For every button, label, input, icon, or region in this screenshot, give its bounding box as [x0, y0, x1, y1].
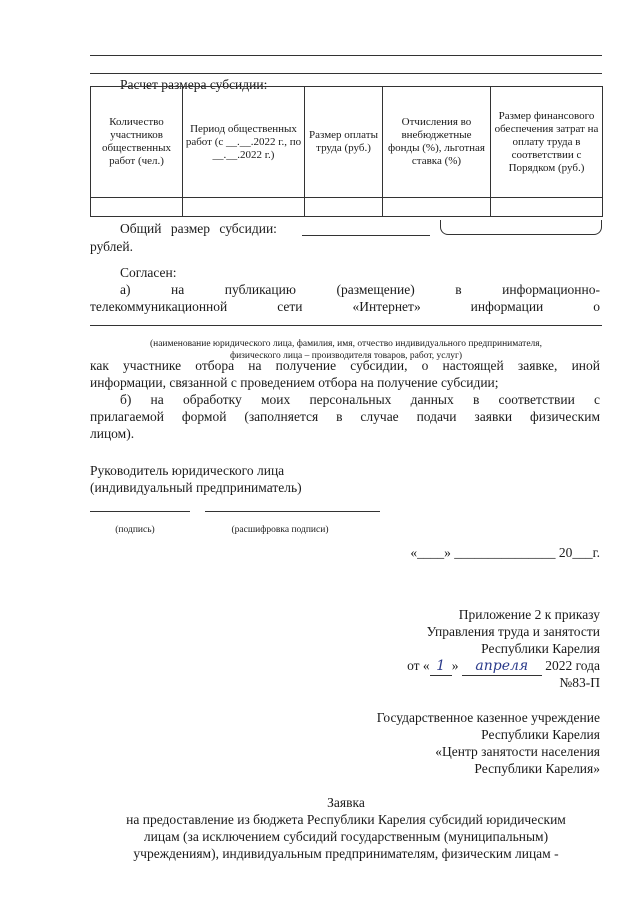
consent-b-line3: лицом).	[90, 426, 135, 441]
org-name-caption-1: (наименование юридического лица, фамилия, имя, отчество индивидуального предпринимателя,	[149, 338, 543, 349]
recipient-line1: Государственное казенное учреждение	[376, 710, 600, 725]
appendix-date-mid: »	[451, 658, 459, 673]
signatory-line2: (индивидуальный предприниматель)	[90, 480, 302, 495]
cell-contributions	[383, 198, 491, 217]
total-unit: рублей.	[90, 239, 134, 254]
appendix-year: 2022 года	[545, 658, 600, 673]
col-period: Период общественных работ (с __.__.2022 г., по __.__.2022 г.)	[183, 87, 305, 198]
consent-a-line2: телекоммуникационной сети «Интернет» информации о	[90, 299, 600, 314]
cell-funding	[491, 198, 603, 217]
consent-a-line4: информации, связанной с проведением отбора на получение субсидии;	[90, 375, 499, 390]
calc-title: Расчет размера субсидии:	[120, 77, 268, 92]
appendix-line2: Управления труда и занятости	[426, 624, 600, 639]
recipient-line2: Республики Карелия	[481, 727, 600, 742]
col-contributions: Отчисления во внебюджетные фонды (%), льготная ставка (%)	[383, 87, 491, 198]
consent-heading: Согласен:	[120, 265, 177, 280]
col-participants: Количество участников общественных работ (чел.)	[91, 87, 183, 198]
total-amount-line	[302, 235, 430, 236]
appendix-line1: Приложение 2 к приказу	[458, 607, 600, 622]
consent-a-line1: а) на публикацию (размещение) в информационно-	[120, 282, 600, 297]
org-name-caption-2: физического лица – производителя товаров, работ, услуг)	[229, 350, 463, 361]
col-wage: Размер оплаты труда (руб.)	[305, 87, 383, 198]
signatory-line1: Руководитель юридического лица	[90, 463, 285, 478]
consent-b-line1: б) на обработку моих персональных данных в соответствии с	[120, 392, 600, 407]
consent-a-line3: как участнике отбора на получение субсидии, о настоящей заявке, иной	[90, 358, 600, 373]
signature-line	[90, 511, 190, 512]
signature-caption: (подпись)	[115, 524, 155, 535]
consent-b-line2: прилагаемой формой (заполняется в случае подачи заявки физическим	[90, 409, 600, 424]
total-label: Общий размер субсидии:	[120, 221, 277, 236]
recipient-line3: «Центр занятости населения	[435, 744, 600, 759]
signature-decode-line	[205, 511, 380, 512]
cell-participants	[91, 198, 183, 217]
application-line2: лицам (за исключением субсидий государственным (муниципальным)	[143, 829, 549, 844]
appendix-date-prefix: от «	[407, 658, 430, 673]
signature-decode-caption: (расшифровка подписи)	[231, 524, 329, 535]
cell-wage	[305, 198, 383, 217]
appendix-number: №83-П	[559, 675, 600, 690]
appendix-day: 1	[430, 658, 452, 676]
total-amount-words-box	[440, 220, 602, 235]
application-line3: учреждениям), индивидуальным предпринимателям, физическим лицам -	[133, 846, 559, 861]
cell-period	[183, 198, 305, 217]
application-line1: на предоставление из бюджета Республики Карелия субсидий юридическим	[126, 812, 566, 827]
appendix-month: апреля	[462, 658, 542, 676]
org-name-line	[90, 325, 602, 326]
appendix-line3: Республики Карелия	[481, 641, 600, 656]
signature-date: «____» _______________ 20___г.	[410, 545, 600, 560]
top-rule-2	[90, 73, 602, 74]
top-rule-1	[90, 55, 602, 56]
recipient-line4: Республики Карелия»	[474, 761, 600, 776]
subsidy-calc-table	[90, 86, 603, 217]
application-title: Заявка	[327, 795, 365, 810]
col-funding: Размер финансового обеспечения затрат на оплату труда в соответствии с Порядком (руб.)	[491, 87, 603, 198]
